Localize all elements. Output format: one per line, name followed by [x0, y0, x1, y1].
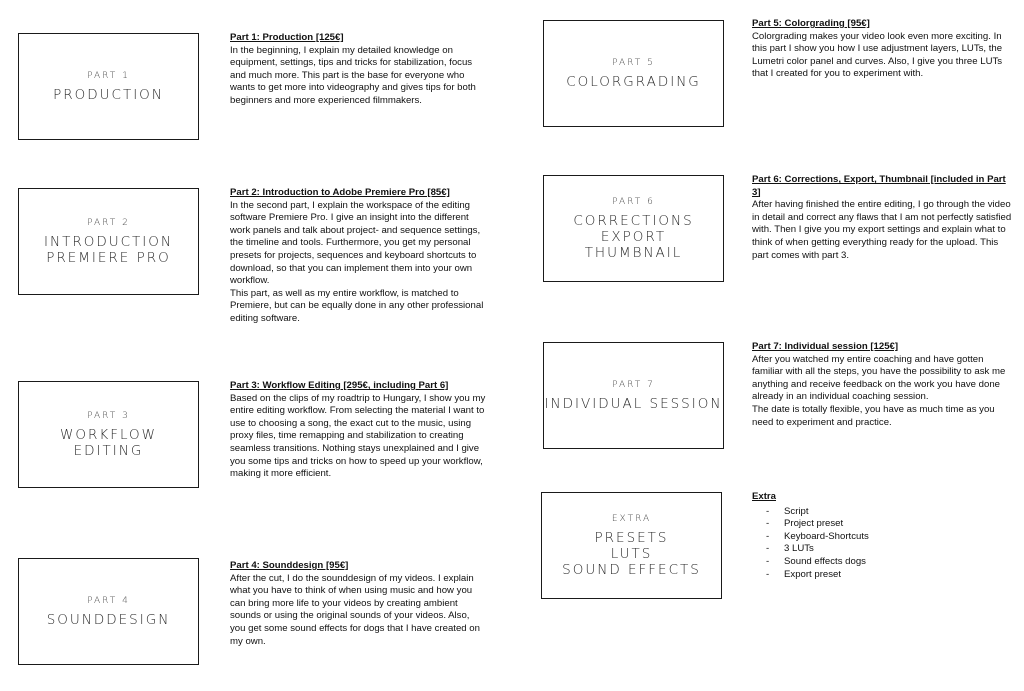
- extra-description: [752, 491, 952, 581]
- part-2-box: [18, 188, 199, 295]
- extra-box-name-line-2: LUTS: [610, 545, 653, 562]
- part-3-description: [230, 380, 488, 481]
- part-2-body-2: This part, as well as my entire workflow, is matched to Premiere, but can be equally done in any other professional editing software.: [230, 287, 484, 324]
- extra-box-label: EXTRA: [611, 513, 652, 524]
- extra-list-item: - Project preset: [766, 518, 952, 531]
- part-3-title: Part 3: Workflow Editing [295€, including Part 6]: [230, 380, 449, 391]
- part-7-body-2: The date is totally flexible, you have as much time as you need to experiment and practice.: [752, 403, 995, 428]
- part-1-box-name: PRODUCTION: [53, 86, 164, 103]
- part-2-box-label: PART 2: [87, 217, 130, 228]
- part-2-description: [230, 187, 485, 326]
- part-1-box: [18, 33, 199, 140]
- part-6-title: Part 6: Corrections, Export, Thumbnail [included in Part 3]: [752, 174, 1006, 198]
- extra-list-item: - Script: [766, 506, 952, 519]
- part-4-description: [230, 560, 485, 648]
- part-2-body: In the second part, I explain the workspace of the editing software Premiere Pro. I give an insight into the different work panels and talk about project- and sequence settings, the timeline and tools. Furthermore, you get my personal presets for projects, sequences and keyboard shortcuts to download, so that you can implement them into your own workflow.: [230, 199, 481, 287]
- part-5-box-label: PART 5: [612, 57, 655, 68]
- part-2-box-name-line-1: INTRODUCTION: [44, 233, 173, 250]
- part-4-box-name: SOUNDDESIGN: [46, 611, 171, 628]
- extra-list-item: - Export preset: [766, 569, 952, 582]
- part-4-title: Part 4: Sounddesign [95€]: [230, 560, 349, 571]
- part-3-box: [18, 381, 199, 488]
- part-7-box-label: PART 7: [612, 379, 655, 390]
- part-7-description: [752, 341, 1010, 429]
- extra-box-name-line-1: PRESETS: [594, 529, 669, 546]
- part-6-box-name-line-1: CORRECTIONS: [573, 212, 694, 229]
- part-4-box-label: PART 4: [87, 595, 130, 606]
- part-5-title: Part 5: Colorgrading [95€]: [752, 18, 870, 29]
- part-1-body: In the beginning, I explain my detailed knowledge on equipment, settings, tips and tricks for stabilization, focus and much more. This part is the base for everyone who wants to get more into videography and gives tips for both beginners and more experienced filmmakers.: [230, 44, 476, 106]
- extra-list: [752, 506, 952, 582]
- part-7-box: [543, 342, 724, 449]
- extra-list-item: - 3 LUTs: [766, 543, 952, 556]
- part-1-title: Part 1: Production [125€]: [230, 32, 344, 43]
- part-7-box-name: INDIVIDUAL SESSION: [544, 395, 723, 412]
- part-5-box: [543, 20, 724, 127]
- part-2-title: Part 2: Introduction to Adobe Premiere Pro [85€]: [230, 187, 450, 198]
- part-6-box-label: PART 6: [612, 196, 655, 207]
- part-5-description: [752, 18, 1014, 81]
- part-1-description: [230, 32, 490, 108]
- part-3-box-name-line-2: EDITING: [73, 442, 144, 459]
- part-6-box: [543, 175, 724, 282]
- part-3-box-label: PART 3: [87, 410, 130, 421]
- part-6-box-name-line-2: EXPORT: [600, 228, 667, 245]
- part-3-box-name-line-1: WORKFLOW: [60, 426, 157, 443]
- part-7-body: After you watched my entire coaching and have gotten familiar with all the steps, you have the possibility to ask me anything and receive feedback on the work you have done already in an individual coaching session.: [752, 353, 1006, 403]
- part-4-body: After the cut, I do the sounddesign of my videos. I explain what you have to think of when using music and how you can bring more life to your videos by creating ambient sounds or using the original sounds of your videos. Also, you get some sound effects for dogs that I have created on my own.: [230, 572, 480, 647]
- extra-list-item: - Sound effects dogs: [766, 556, 952, 569]
- part-7-title: Part 7: Individual session [125€]: [752, 341, 899, 352]
- part-3-body: Based on the clips of my roadtrip to Hungary, I show you my entire editing workflow. From selecting the material I want to use to choosing a song, the exact cut to the music, using proxy files, time remapping and stabilization to creating seamless transitions. Nothing stays unexplained and I give you some tips and tricks on how to speed up your workflow, making it more efficient.: [230, 392, 486, 480]
- extra-title: Extra: [752, 491, 776, 502]
- part-1-box-label: PART 1: [87, 70, 130, 81]
- part-6-box-name-line-3: THUMBNAIL: [584, 244, 683, 261]
- extra-box-name-line-3: SOUND EFFECTS: [562, 561, 701, 578]
- part-4-box: [18, 558, 199, 665]
- part-5-box-name: COLORGRADING: [566, 73, 701, 90]
- part-5-body: Colorgrading makes your video look even more exciting. In this part I show you how I use adjustment layers, LUTs, the Lumetri color panel and curves. Also, I give you three LUTs that I created for you to experiment with.: [752, 30, 1003, 80]
- part-6-description: [752, 174, 1012, 262]
- extra-box: [541, 492, 722, 599]
- extra-list-item: - Keyboard-Shortcuts: [766, 531, 952, 544]
- part-6-body: After having finished the entire editing, I go through the video in detail and correct any flaws that I am not perfectly satisfied with. Then I give you my export settings and explain what to think of when getting everything ready for the upload. This part comes with part 3.: [752, 199, 1012, 261]
- part-2-box-name-line-2: PREMIERE PRO: [46, 249, 171, 266]
